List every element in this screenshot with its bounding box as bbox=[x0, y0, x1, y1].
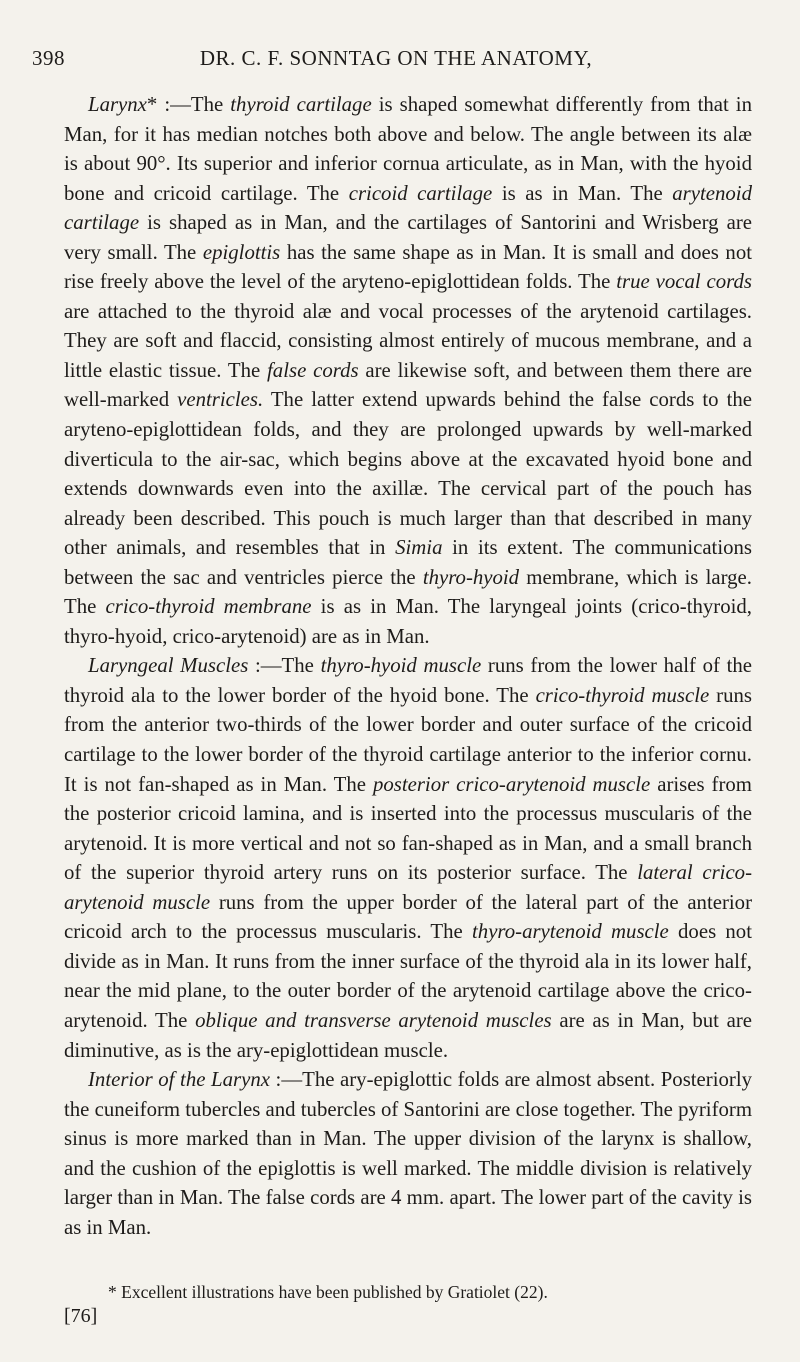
text-run: is as in Man. The laryngeal joints (crico-thyroid, thyro-hyoid, crico-arytenoid) are as in Man. bbox=[64, 595, 752, 648]
italic-term: posterior crico-arytenoid muscle bbox=[372, 772, 651, 796]
text-run: runs from the upper border of the lateral part of the anterior cricoid arch to the processus muscularis. The bbox=[64, 890, 752, 944]
text-run: is shaped as in Man, and the cartilages of Santorini and Wrisberg are very small. The bbox=[64, 211, 752, 264]
italic-term: ventricles. bbox=[177, 388, 264, 412]
italic-term: thyro-arytenoid muscle bbox=[472, 920, 669, 944]
body-text bbox=[64, 90, 752, 1242]
italic-term: lateral crico-arytenoid muscle bbox=[64, 861, 753, 914]
paragraph bbox=[64, 651, 752, 1065]
italic-term: epiglottis bbox=[202, 240, 281, 264]
paragraph bbox=[64, 90, 752, 651]
text-run: :—The ary-epiglottic folds are almost absent. Posteriorly the cuneiform tubercles and tubercles of Santorini are close together. The pyriform sinus is more marked than in Man. The upper division of the larynx is shallow, and the cushion of the epiglottis is well marked. The middle division is relatively larger than in Man. The false cords are 4 mm. apart. The lower part of the cavity is as in Man. bbox=[64, 1068, 752, 1239]
text-run: * :—The bbox=[146, 93, 231, 116]
italic-term: Simia bbox=[395, 536, 443, 560]
italic-term: thyro-hyoid muscle bbox=[320, 654, 482, 678]
italic-term: Laryngeal Muscles bbox=[88, 654, 249, 678]
text-run: has the same shape as in Man. It is small and does not rise freely above the level of the aryteno-epiglottidean folds. The bbox=[64, 240, 752, 294]
italic-term: arytenoid cartilage bbox=[64, 181, 752, 235]
text-run: are as in Man, but are diminutive, as is the ary-epiglottidean muscle. bbox=[64, 1008, 753, 1062]
text-run: :—The bbox=[248, 654, 321, 678]
italic-term: true vocal cords bbox=[616, 270, 752, 294]
italic-term: thyro-hyoid bbox=[422, 565, 520, 589]
italic-term: Interior of the Larynx bbox=[88, 1068, 270, 1092]
footnote: * Excellent illustrations have been published by Gratiolet (22). bbox=[108, 1282, 548, 1302]
text-run: The latter extend upwards behind the false cords to the aryteno-epiglottidean folds, and they are prolonged upwards by well-marked diverticula to the air-sac, which begins above at the excavated hyoid bone and extends downwards even into the axillæ. The cervical part of the pouch has already been described. This pouch is much larger than that described in many other animals, and resembles that in bbox=[64, 388, 753, 560]
text-run: are attached to the thyroid alæ and vocal processes of the arytenoid cartilages. They are soft and flaccid, consisting almost entirely of mucous membrane, and a little elastic tissue. The bbox=[64, 299, 752, 382]
italic-term: oblique and transverse arytenoid muscles bbox=[195, 1008, 552, 1032]
page-number: 398 bbox=[32, 46, 65, 70]
running-head bbox=[32, 46, 760, 76]
italic-term: thyroid cartilage bbox=[230, 93, 372, 116]
text-run: are likewise soft, and between them there are well-marked bbox=[64, 358, 753, 412]
paragraph bbox=[64, 1065, 752, 1242]
text-run: does not divide as in Man. It runs from the inner surface of the thyroid ala in its lower half, near the mid plane, to the outer border of the arytenoid cartilage above the crico-arytenoid. The bbox=[64, 920, 752, 1032]
text-run: is shaped somewhat differently from that in Man, for it has median notches both above and below. The angle between its alæ is about 90°. Its superior and inferior cornua articulate, as in Man, with the hyoid bone and cricoid cartilage. The bbox=[64, 93, 752, 205]
italic-term: crico-thyroid membrane bbox=[105, 595, 312, 619]
italic-term: false cords bbox=[267, 358, 359, 382]
text-run: runs from the lower half of the thyroid ala to the lower border of the hyoid bone. The bbox=[64, 654, 752, 707]
italic-term: crico-thyroid muscle bbox=[535, 683, 710, 707]
text-run: is as in Man. The bbox=[492, 181, 673, 205]
italic-term: cricoid cartilage bbox=[348, 181, 493, 205]
text-run: runs from the anterior two-thirds of the lower border and outer surface of the cricoid cartilage to the lower border of the thyroid cartilage anterior to the inferior cornu. It is not fan-shaped as in Man. The bbox=[64, 683, 752, 796]
text-run: membrane, which is large. The bbox=[64, 565, 752, 619]
text-run: in its extent. The communications between the sac and ventricles pierce the bbox=[64, 536, 752, 589]
italic-term: Larynx bbox=[88, 93, 147, 116]
text-run: arises from the posterior cricoid lamina, and is inserted into the processus muscularis of the arytenoid. It is more vertical and not so fan-shaped as in Man, and a small branch of the superior thyroid artery runs on its posterior surface. The bbox=[64, 772, 752, 885]
running-title: DR. C. F. SONNTAG ON THE ANATOMY, bbox=[199, 46, 593, 70]
signature-mark: [76] bbox=[64, 1305, 98, 1327]
